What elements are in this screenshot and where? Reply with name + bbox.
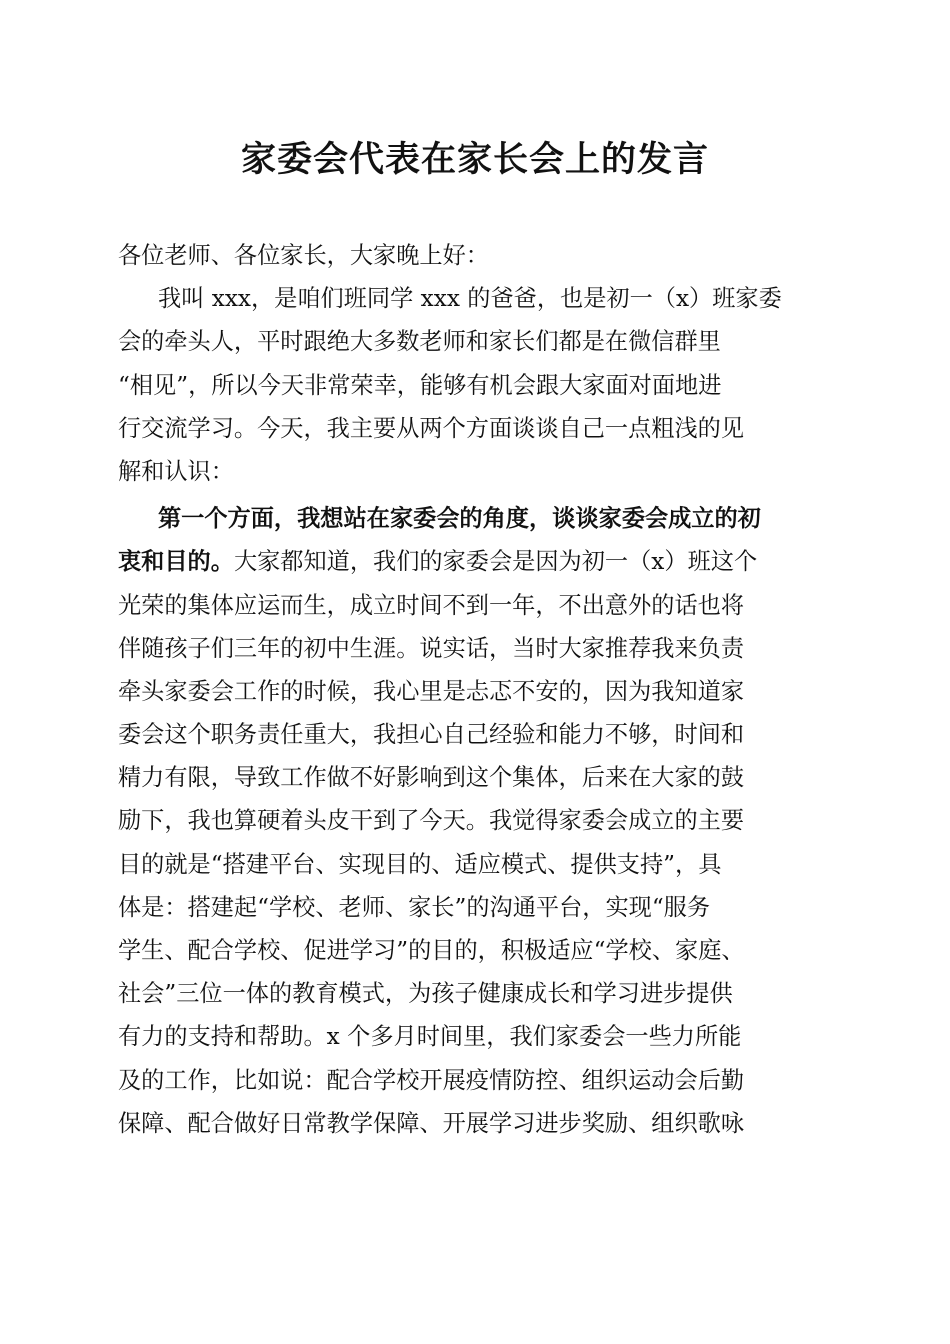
paragraph-line: 励下，我也算硬着头皮干到了今天。我觉得家委会成立的主要 xyxy=(118,807,745,835)
paragraph-line: 学生、配合学校、促进学习”的目的，积极适应“学校、家庭、 xyxy=(118,937,745,964)
paragraph-line: 会的牵头人，平时跟绝大多数老师和家长们都是在微信群里 xyxy=(118,328,721,356)
paragraph-line: 及的工作，比如说：配合学校开展疫情防控、组织运动会后勤 xyxy=(118,1066,745,1094)
paragraph-line: 目的就是“搭建平台、实现目的、适应模式、提供支持”，具 xyxy=(118,850,722,878)
paragraph-1 xyxy=(118,277,830,493)
paragraph-line: 解和认识： xyxy=(118,457,234,485)
paragraph-line: 光荣的集体应运而生，成立时间不到一年，不出意外的话也将 xyxy=(118,591,745,619)
paragraph-line: 精力有限，导致工作做不好影响到这个集体，后来在大家的鼓 xyxy=(118,764,745,792)
paragraph-line: 伴随孩子们三年的初中生涯。说实话，当时大家推荐我来负责 xyxy=(118,634,745,662)
paragraph-line: “相见”，所以今天非常荣幸，能够有机会跟大家面对面地进 xyxy=(118,371,722,399)
document-title: 家委会代表在家长会上的发言 xyxy=(240,139,709,180)
greeting-line: 各位老师、各位家长，大家晚上好： xyxy=(118,242,489,269)
paragraph-line: 牵头家委会工作的时候，我心里是忐忑不安的，因为我知道家 xyxy=(118,677,745,705)
paragraph-line: 社会”三位一体的教育模式，为孩子健康成长和学习进步提供 xyxy=(118,980,733,1008)
paragraph-2 xyxy=(118,497,830,1145)
paragraph-line: 有力的支持和帮助。x 个多月时间里，我们家委会一些力所能 xyxy=(118,1023,742,1051)
paragraph-line: 行交流学习。今天，我主要从两个方面谈谈自己一点粗浅的见 xyxy=(118,414,745,442)
paragraph-line xyxy=(118,540,830,583)
document-body xyxy=(118,234,830,1145)
paragraph-line: 体是：搭建起“学校、老师、家长”的沟通平台，实现“服务 xyxy=(118,893,711,921)
paragraph-line-rest: 大家都知道，我们的家委会是因为初一（x）班这个 xyxy=(233,548,758,576)
paragraph-line: 我叫 xxx，是咱们班同学 xxx 的爸爸，也是初一（x）班家委 xyxy=(158,285,782,313)
paragraph-heading-end: 衷和目的。 xyxy=(118,548,234,576)
paragraph-line: 委会这个职务责任重大，我担心自己经验和能力不够，时间和 xyxy=(118,721,745,749)
paragraph-line: 保障、配合做好日常教学保障、开展学习进步奖励、组织歌咏 xyxy=(118,1109,745,1137)
paragraph-heading-line: 第一个方面，我想站在家委会的角度，谈谈家委会成立的初 xyxy=(158,505,761,533)
